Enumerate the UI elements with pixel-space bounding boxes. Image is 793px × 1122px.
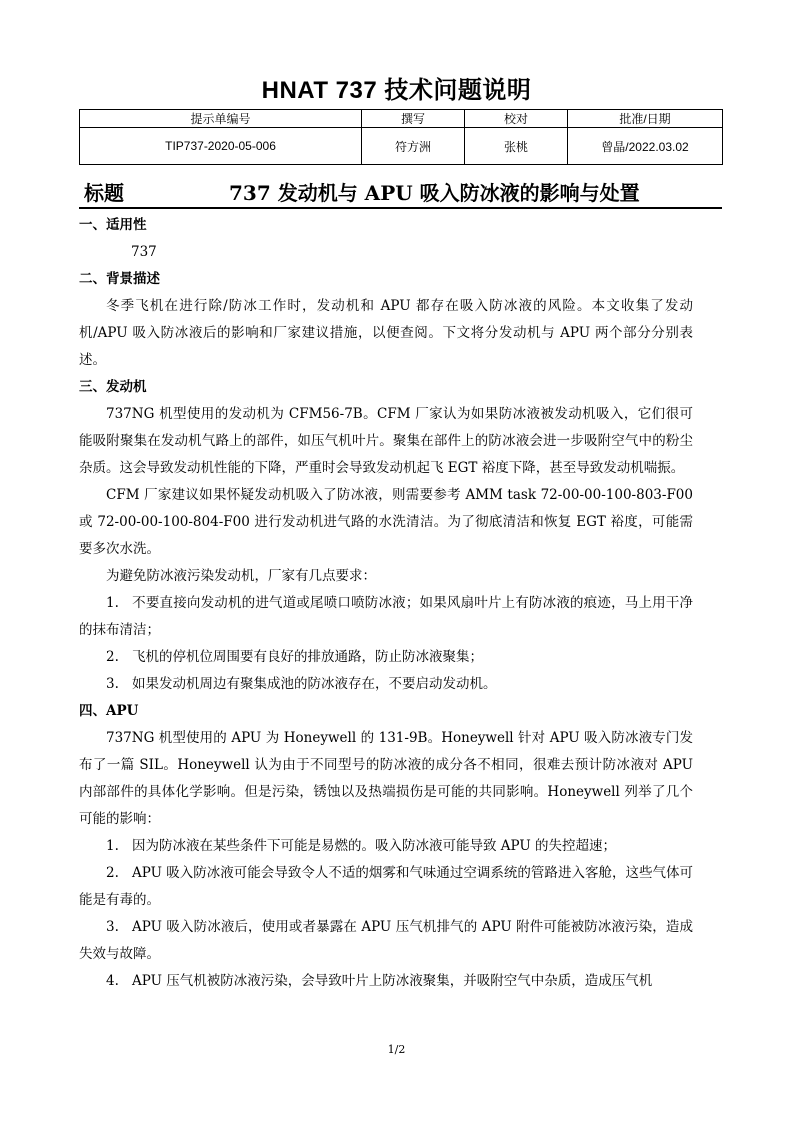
subject-text: 737 发动机与 APU 吸入防冰液的影响与处置: [229, 181, 640, 205]
meta-header-row: [80, 110, 723, 128]
meta-reviewer: 张桃: [465, 128, 568, 165]
section-title-engine: 三、发动机: [79, 379, 147, 395]
meta-header-reviewer: 校对: [465, 110, 568, 128]
subject-heading: [79, 175, 722, 209]
list-item: 1. 不要直接向发动机的进气道或尾喷口喷防冰液；如果风扇叶片上有防冰液的痕迹，马上用干净的抹布清洁；: [79, 595, 693, 638]
list-item: 2. 飞机的停机位周围要有良好的排放通路，防止防冰液聚集；: [106, 649, 483, 665]
meta-approval: 曾晶/2022.03.02: [568, 128, 723, 165]
list-item: 2. APU 吸入防冰液可能会导致令人不适的烟雾和气味通过空调系统的管路进入客舱，这些气体可能是有毒的。: [79, 865, 693, 908]
section-title-background: 二、背景描述: [79, 271, 160, 287]
document-title: HNAT 737 技术问题说明: [261, 77, 532, 104]
list-item: 3. APU 吸入防冰液后，使用或者暴露在 APU 压气机排气的 APU 附件可能被防冰液污染，造成失效与故障。: [79, 919, 693, 962]
list-item: 4. APU 压气机被防冰液污染，会导致叶片上防冰液聚集，并吸附空气中杂质，造成压气机: [106, 973, 653, 989]
applicability-value: 737: [131, 244, 157, 260]
engine-paragraph-1: 737NG 机型使用的发动机为 CFM56-7B。CFM 厂家认为如果防冰液被发动机吸入，它们很可能吸附聚集在发动机气路上的部件，如压气机叶片。聚集在部件上的防冰液会进一步吸附空气中的粉尘杂质。这会导致发动机性能的下降，严重时会导致发动机起飞 EGT 裕度下降，甚至导致发动机喘振。: [79, 406, 693, 476]
meta-value-row: [80, 128, 723, 165]
document-body: [79, 212, 693, 995]
meta-table: [79, 109, 723, 165]
meta-tip-number: TIP737-2020-05-006: [80, 128, 362, 165]
meta-header-author: 撰写: [362, 110, 465, 128]
list-item: 1. 因为防冰液在某些条件下可能是易燃的。吸入防冰液可能导致 APU 的失控超速；: [106, 838, 617, 854]
background-paragraph: 冬季飞机在进行除/防冰工作时，发动机和 APU 都存在吸入防冰液的风险。本文收集了发动机/APU 吸入防冰液后的影响和厂家建议措施，以便查阅。下文将分发动机与 APU 两个部分分别表述。: [79, 298, 693, 368]
section-title-applicability: 一、适用性: [79, 217, 147, 233]
engine-paragraph-3: 为避免防冰液污染发动机，厂家有几点要求：: [106, 568, 376, 584]
meta-author: 符方洲: [362, 128, 465, 165]
meta-header-approval: 批准/日期: [568, 110, 723, 128]
engine-paragraph-2: CFM 厂家建议如果怀疑发动机吸入了防冰液，则需要参考 AMM task 72-00-00-100-803-F00 或 72-00-00-100-804-F00 进行发动机进气路的水洗清洁。为了彻底清洁和恢复 EGT 裕度，可能需要多次水洗。: [79, 487, 693, 557]
page-number: 1/2: [387, 1043, 406, 1056]
apu-paragraph-1: 737NG 机型使用的 APU 为 Honeywell 的 131-9B。Honeywell 针对 APU 吸入防冰液专门发布了一篇 SIL。Honeywell 认为由于不同型号的防冰液的成分各不相同，很难去预计防冰液对 APU 内部部件的具体化学影响。但是污染，锈蚀以及热端损伤是可能的共同影响。Honeywell 列举了几个可能的影响：: [79, 730, 693, 827]
section-title-apu: 四、APU: [79, 703, 139, 719]
meta-header-tip-number: 提示单编号: [80, 110, 362, 128]
subject-label: 标题: [84, 181, 124, 205]
list-item: 3. 如果发动机周边有聚集成池的防冰液存在，不要启动发动机。: [106, 676, 497, 692]
